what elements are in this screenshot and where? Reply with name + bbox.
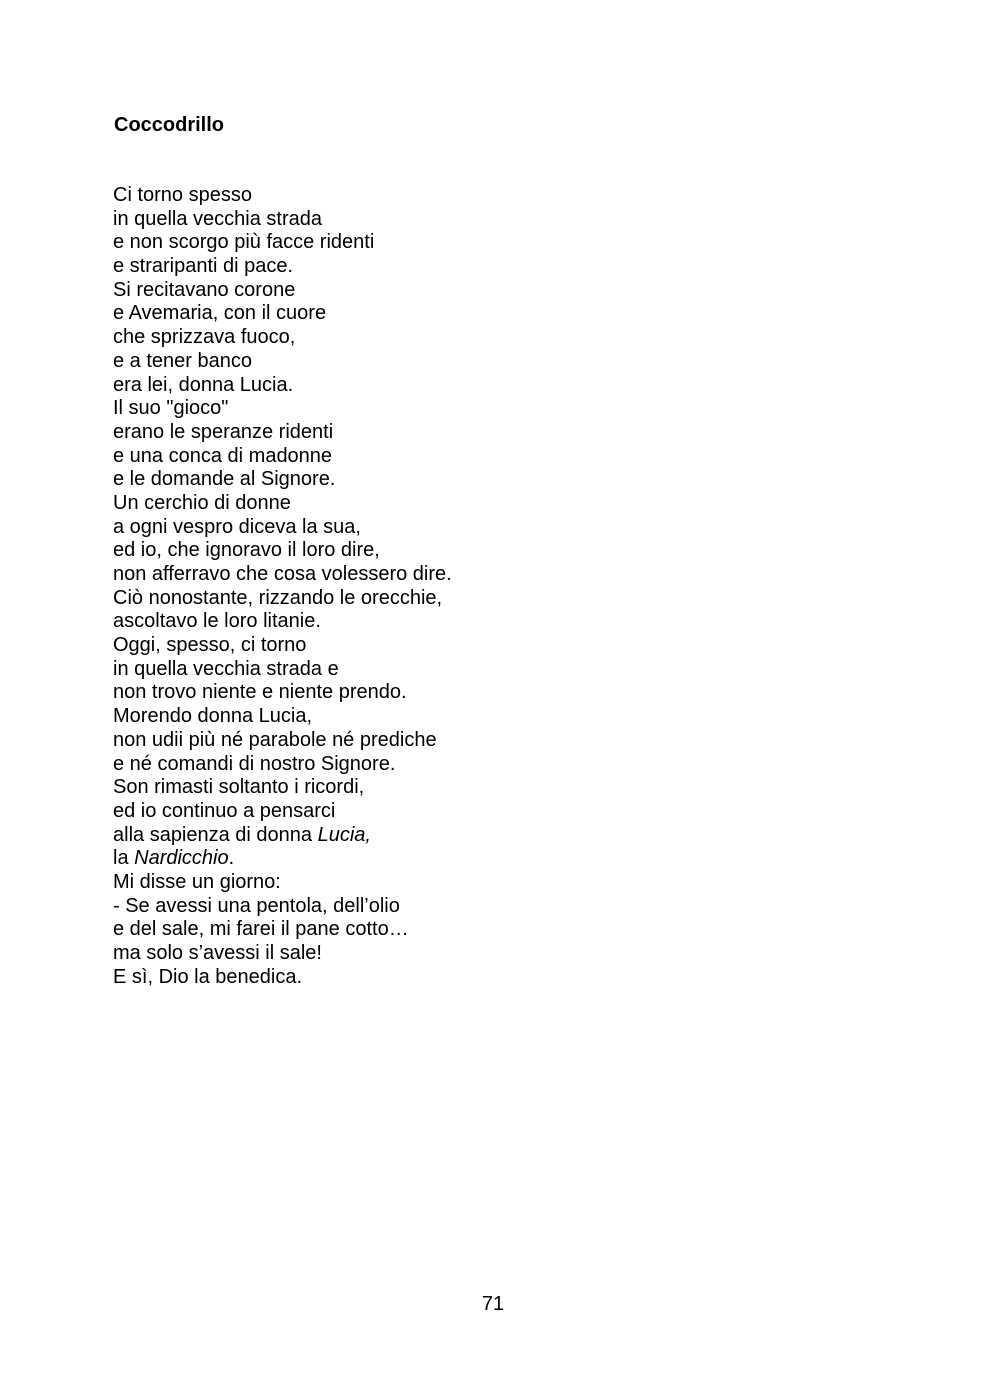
- poem-line: Ci torno spesso: [113, 184, 252, 206]
- poem-line: Mi disse un giorno:: [113, 870, 281, 893]
- poem-line: e a tener banco: [113, 349, 252, 372]
- poem-line: Si recitavano corone: [113, 278, 296, 301]
- poem-line: in quella vecchia strada e: [113, 657, 339, 680]
- poem-line: ascoltavo le loro litanie.: [113, 610, 321, 633]
- poem-line: e del sale, mi farei il pane cotto…: [113, 918, 409, 941]
- poem-line: era lei, donna Lucia.: [113, 373, 294, 396]
- poem-title: Coccodrillo: [114, 114, 225, 136]
- poem-line: e straripanti di pace.: [113, 255, 294, 278]
- poem-line: e le domande al Signore.: [113, 468, 336, 491]
- poem-line: Morendo donna Lucia,: [113, 705, 313, 728]
- poem-line: Son rimasti soltanto i ricordi,: [113, 776, 365, 799]
- poem-line: ma solo s’avessi il sale!: [113, 942, 322, 964]
- italic-name: Lucia,: [317, 823, 371, 846]
- line-text: .: [228, 847, 235, 870]
- poem-line: in quella vecchia strada: [113, 207, 323, 230]
- line-text: alla sapienza di donna: [113, 823, 318, 846]
- italic-nickname: Nardicchio: [134, 847, 229, 870]
- page-number: 71: [481, 1293, 505, 1315]
- poem-line: a ogni vespro diceva la sua,: [113, 515, 361, 538]
- poem-line: Ciò nonostante, rizzando le orecchie,: [113, 586, 443, 609]
- poem-line: non trovo niente e niente prendo.: [113, 681, 407, 704]
- poem-line: Oggi, spesso, ci torno: [113, 634, 307, 657]
- poem-line-mixed: [113, 824, 452, 848]
- poem-line: che sprizzava fuoco,: [113, 326, 296, 349]
- poem-line: ed io continuo a pensarci: [113, 799, 336, 822]
- poem-line: e non scorgo più facce ridenti: [113, 231, 375, 254]
- poem-line: - Se avessi una pentola, dell’olio: [113, 894, 400, 917]
- poem-line: E sì, Dio la benedica.: [113, 965, 302, 988]
- poem-line: non afferravo che cosa volessero dire.: [113, 563, 452, 585]
- poem-line: e né comandi di nostro Signore.: [113, 752, 396, 775]
- poem-line: ed io, che ignoravo il loro dire,: [113, 539, 380, 562]
- poem-line: Un cerchio di donne: [113, 491, 291, 514]
- poem-body: [113, 184, 452, 989]
- poem-line: e una conca di madonne: [113, 444, 333, 467]
- poem-line: erano le speranze ridenti: [113, 420, 334, 443]
- poem-line: Il suo "gioco": [113, 397, 229, 420]
- poem-line-mixed: [113, 847, 452, 871]
- poem-line: non udii più né parabole né prediche: [113, 728, 437, 751]
- poem-line: e Avemaria, con il cuore: [113, 302, 327, 325]
- line-text: la: [113, 847, 135, 870]
